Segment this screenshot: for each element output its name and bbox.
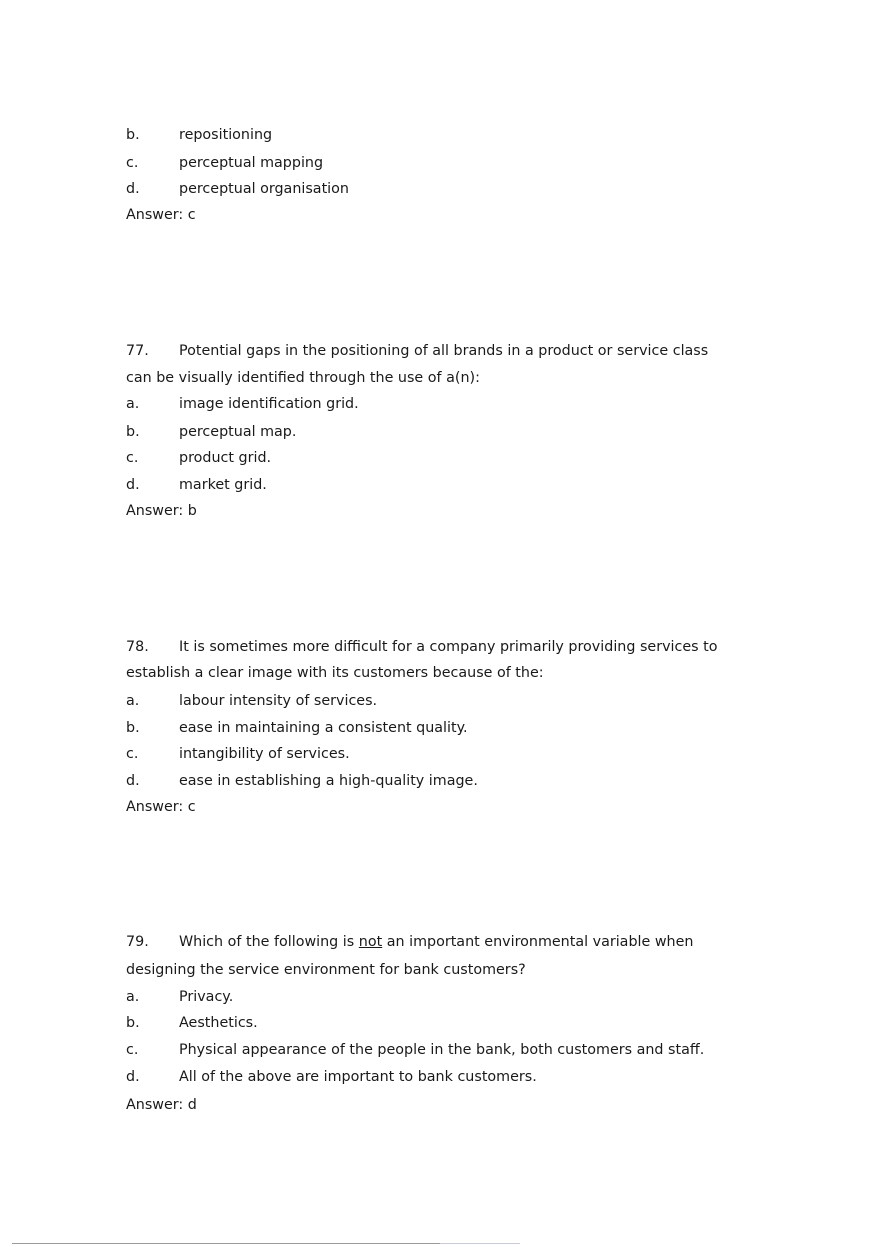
option-text: intangibility of services.	[179, 746, 350, 762]
option-label: d.	[126, 181, 140, 197]
option-label: a.	[126, 396, 140, 412]
option-label: a.	[126, 693, 140, 709]
underlined-word: not	[358, 934, 383, 950]
option-text: Privacy.	[179, 989, 234, 1005]
text-segment: an important environmental variable when	[382, 934, 694, 950]
option-text: perceptual map.	[179, 424, 297, 440]
option-text: ease in establishing a high-quality image.	[179, 773, 478, 789]
option-text: perceptual organisation	[179, 181, 349, 197]
question-text: It is sometimes more difficult for a company primarily providing services to	[179, 639, 718, 655]
question-number: 77.	[126, 343, 149, 359]
option-label: b.	[126, 1015, 140, 1031]
footer-rule	[12, 1243, 440, 1244]
option-label: d.	[126, 477, 140, 493]
answer: Answer: c	[126, 207, 196, 223]
option-text: image identification grid.	[179, 396, 359, 412]
option-text: market grid.	[179, 477, 267, 493]
question-stem-line2: can be visually identified through the use of a(n):	[126, 370, 480, 386]
option-label: b.	[126, 424, 140, 440]
option-text: Aesthetics.	[179, 1015, 258, 1031]
question-stem-line2: establish a clear image with its customers because of the:	[126, 665, 544, 681]
footer-rule-faint	[440, 1243, 520, 1244]
question-number: 79.	[126, 934, 149, 950]
option-text: ease in maintaining a consistent quality.	[179, 720, 468, 736]
option-label: c.	[126, 155, 139, 171]
option-text: Physical appearance of the people in the bank, both customers and staff.	[179, 1042, 705, 1058]
answer: Answer: c	[126, 799, 196, 815]
question-text: Potential gaps in the positioning of all brands in a product or service class	[179, 343, 709, 359]
question-text	[179, 933, 693, 951]
option-label: c.	[126, 746, 139, 762]
option-label: c.	[126, 450, 139, 466]
option-text: product grid.	[179, 450, 272, 466]
text-segment: Which of the following is	[179, 934, 359, 950]
answer: Answer: d	[126, 1097, 197, 1113]
option-label: d.	[126, 773, 140, 789]
question-number: 78.	[126, 639, 149, 655]
option-label: c.	[126, 1042, 139, 1058]
option-label: b.	[126, 127, 140, 143]
option-text: perceptual mapping	[179, 155, 324, 171]
option-text: repositioning	[179, 127, 273, 143]
option-text: labour intensity of services.	[179, 693, 378, 709]
option-label: d.	[126, 1069, 140, 1085]
option-text: All of the above are important to bank customers.	[179, 1069, 537, 1085]
option-label: a.	[126, 989, 140, 1005]
question-stem-line2: designing the service environment for bank customers?	[126, 962, 526, 978]
answer: Answer: b	[126, 503, 197, 519]
option-label: b.	[126, 720, 140, 736]
